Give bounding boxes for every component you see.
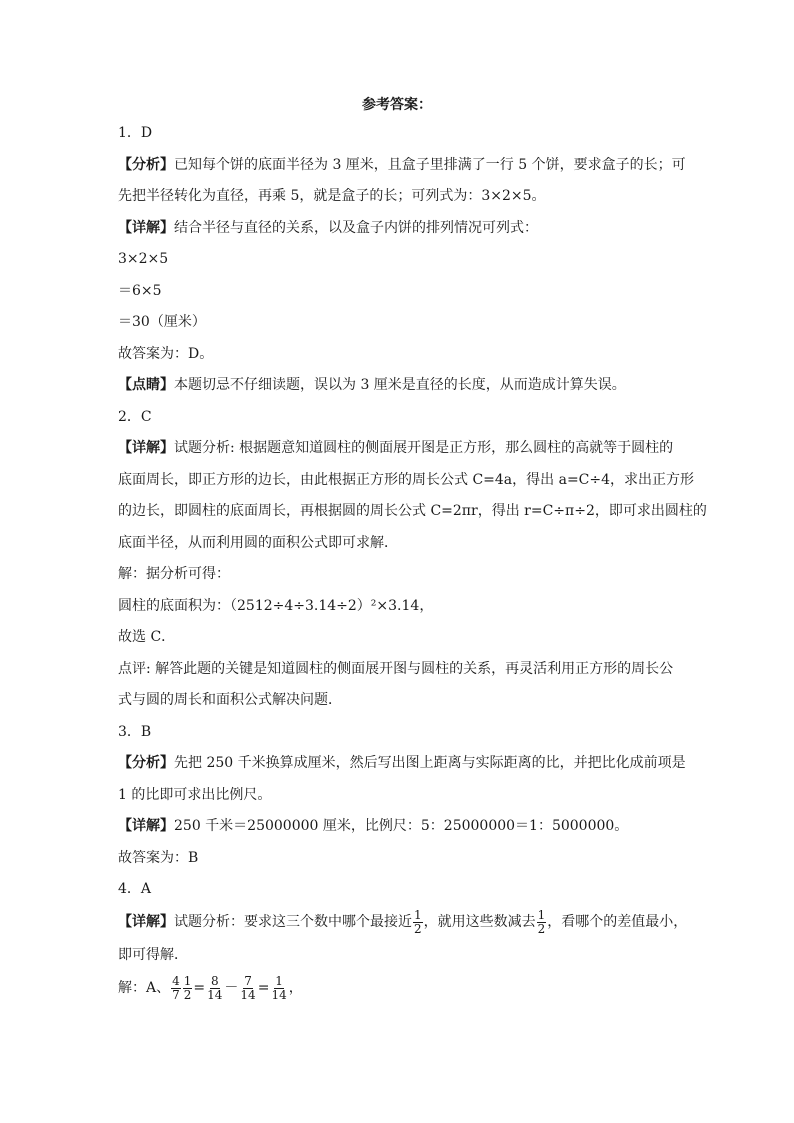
q2-comment-line-2: 式与圆的周长和面积公式解决问题．: [118, 692, 342, 708]
tip-tag: 【点睛】: [118, 377, 174, 393]
q4-detail-line-1: 【详解】试题分析：要求这三个数中哪个最接近 $\frac{1}{2}$ ，就用这些数减去 $\frac{1}{2}$ ，看哪个的差值最小，: [118, 907, 688, 936]
fraction-half: $\frac{1}{2}$: [537, 907, 546, 936]
q1-analysis-line-2: 先把半径转化为直径，再乘 5，就是盒子的长；可列式为：3×2×5。: [118, 188, 546, 204]
detail-tag: 【详解】: [118, 220, 174, 236]
q1-detail-line: 【详解】结合半径与直径的关系，以及盒子内饼的排列情况可列式：: [118, 220, 538, 236]
q1-answer: 故答案为：D。: [118, 346, 214, 362]
q2-solution: 解：据分析可得：: [118, 566, 230, 582]
q1-calc-3: ＝30（厘米）: [118, 314, 206, 330]
q1-calc-2: ＝6×5: [118, 283, 162, 299]
detail-tag: 【详解】: [118, 914, 174, 930]
q2-choose: 故选 C．: [118, 629, 176, 645]
analysis-tag: 【分析】: [118, 157, 174, 173]
q4-detail-line-2: 即可得解．: [118, 947, 188, 963]
q1-tip: 【点睛】本题切忌不仔细读题，误以为 3 厘米是直径的长度，从而造成计算失误。: [118, 377, 626, 393]
q2-comment-line-1: 点评: 解答此题的关键是知道圆柱的侧面展开图与圆柱的关系，再灵活利用正方形的周长公: [118, 661, 674, 677]
fraction-7-14: $\frac{7}{14}$: [240, 973, 256, 1002]
q2-detail-line-1: 【详解】试题分析: 根据题意知道圆柱的侧面展开图是正方形，那么圆柱的高就等于圆柱的: [118, 440, 674, 456]
q3-number: 3．B: [118, 724, 152, 740]
fraction-4-7: $\frac{4}{7}$: [172, 973, 180, 1002]
q2-detail-line-4: 底面半径，从而利用圆的面积公式即可求解．: [118, 535, 398, 551]
fraction-1-14: $\frac{1}{14}$: [271, 973, 287, 1002]
q2-number: 2．C: [118, 409, 152, 425]
detail-tag: 【详解】: [118, 440, 174, 456]
q4-number: 4．A: [118, 881, 152, 897]
q2-detail-line-3: 的边长，即圆柱的底面周长，再根据圆的周长公式 C=2πr，得出 r=C÷π÷2，即可求出圆柱的: [118, 503, 707, 519]
q2-detail-line-2: 底面周长，即正方形的边长，由此根据正方形的周长公式 C=4a，得出 a=C÷4，求出正方形: [118, 472, 695, 488]
q1-number: 1．D: [118, 125, 153, 141]
q1-analysis-line-1: 【分析】已知每个饼的底面半径为 3 厘米，且盒子里排满了一行 5 个饼，要求盒子的长；可: [118, 157, 686, 173]
page-title: 参考答案：: [362, 97, 432, 113]
q3-detail: 【详解】250 千米＝25000000 厘米，比例尺：5：25000000＝1：5000000。: [118, 818, 629, 834]
analysis-tag: 【分析】: [118, 755, 174, 771]
fraction-8-14: $\frac{8}{14}$: [207, 973, 223, 1002]
q3-analysis-line-1: 【分析】先把 250 千米换算成厘米，然后写出图上距离与实际距离的比，并把比化成前项是: [118, 755, 686, 771]
fraction-1-2: $\frac{1}{2}$: [183, 973, 192, 1002]
q1-calc-1: 3×2×5: [118, 251, 169, 267]
detail-tag: 【详解】: [118, 818, 174, 834]
fraction-half: $\frac{1}{2}$: [414, 907, 422, 936]
q4-solution: 解：A、 $\frac{4}{7}$ $\frac{1}{2}$ = $\frac{8}{14}$ － $\frac{7}{14}$ = $\frac{1}{14}$ ，: [118, 973, 303, 1002]
q2-area: 圆柱的底面积为：（2512÷4÷3.14÷2）²×3.14，: [118, 598, 434, 614]
q3-analysis-line-2: 1 的比即可求出比例尺。: [118, 787, 272, 803]
q3-answer: 故答案为：B: [118, 850, 199, 866]
